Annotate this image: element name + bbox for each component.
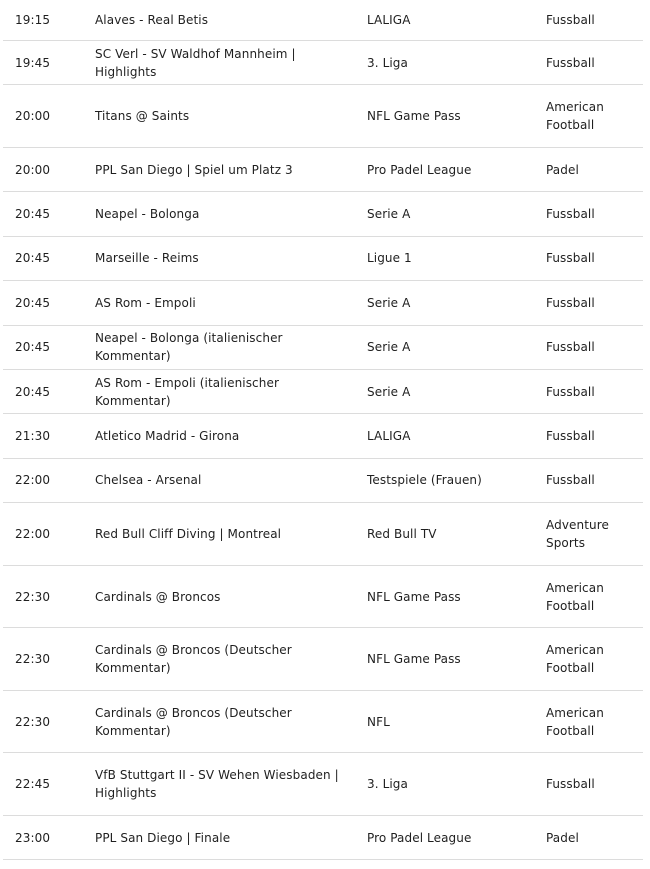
event-sport: Fussball — [546, 207, 595, 222]
event-title: Neapel - Bolonga (italienischer Kommentar) — [95, 331, 283, 364]
event-league: Pro Padel League — [367, 830, 472, 845]
event-time: 22:30 — [15, 652, 51, 667]
event-row[interactable] — [3, 691, 643, 754]
event-sport: Adventure Sports — [546, 517, 609, 550]
event-league: LALIGA — [367, 429, 411, 444]
event-title: Cardinals @ Broncos (Deutscher Kommentar) — [95, 643, 292, 676]
event-league: NFL — [367, 714, 390, 729]
event-league: NFL Game Pass — [367, 652, 461, 667]
event-title: AS Rom - Empoli — [95, 295, 196, 310]
event-row[interactable] — [3, 85, 643, 148]
event-league: Serie A — [367, 384, 411, 399]
event-title: Red Bull Cliff Diving | Montreal — [95, 526, 282, 541]
event-league: Ligue 1 — [367, 251, 412, 266]
event-title: Marseille - Reims — [95, 251, 199, 266]
event-title: PPL San Diego | Spiel um Platz 3 — [95, 162, 293, 177]
event-time: 20:45 — [15, 207, 51, 222]
event-title: Cardinals @ Broncos (Deutscher Kommentar) — [95, 705, 292, 738]
event-league: 3. Liga — [367, 55, 408, 70]
event-sport: Padel — [546, 830, 579, 845]
event-row[interactable] — [3, 753, 643, 816]
event-row[interactable] — [3, 816, 643, 860]
event-time: 20:45 — [15, 251, 51, 266]
event-title: SC Verl - SV Waldhof Mannheim | Highlights — [95, 46, 296, 79]
event-time: 20:45 — [15, 340, 51, 355]
event-sport: Fussball — [546, 340, 595, 355]
event-time: 19:45 — [15, 55, 51, 70]
event-sport: Fussball — [546, 384, 595, 399]
event-time: 22:30 — [15, 714, 51, 729]
event-title: VfB Stuttgart II - SV Wehen Wiesbaden | Highlights — [95, 768, 339, 801]
event-league: NFL Game Pass — [367, 589, 461, 604]
event-league: Serie A — [367, 207, 411, 222]
event-row[interactable] — [3, 628, 643, 691]
event-sport: Fussball — [546, 777, 595, 792]
event-row[interactable] — [3, 281, 643, 325]
event-league: Testspiele (Frauen) — [367, 473, 482, 488]
event-title: AS Rom - Empoli (italienischer Kommentar) — [95, 375, 279, 408]
event-row[interactable] — [3, 566, 643, 629]
event-league: Serie A — [367, 295, 411, 310]
event-title: Alaves - Real Betis — [95, 13, 209, 27]
event-time: 22:00 — [15, 473, 51, 488]
event-time: 19:15 — [15, 13, 51, 27]
event-time: 23:00 — [15, 830, 51, 845]
event-sport: Fussball — [546, 251, 595, 266]
event-sport: American Football — [546, 100, 604, 133]
event-title: Neapel - Bolonga — [95, 207, 200, 222]
event-title: PPL San Diego | Finale — [95, 830, 231, 845]
event-row[interactable] — [3, 414, 643, 458]
event-league: Pro Padel League — [367, 162, 472, 177]
event-time: 20:00 — [15, 162, 51, 177]
event-sport: Fussball — [546, 429, 595, 444]
event-sport: American Football — [546, 705, 604, 738]
event-row[interactable] — [3, 459, 643, 503]
event-time: 20:45 — [15, 295, 51, 310]
event-sport: Fussball — [546, 473, 595, 488]
event-row[interactable] — [3, 503, 643, 566]
event-row[interactable] — [3, 0, 643, 41]
event-row[interactable] — [3, 326, 643, 370]
event-sport: American Football — [546, 580, 604, 613]
event-sport: Fussball — [546, 295, 595, 310]
event-time: 22:30 — [15, 589, 51, 604]
event-time: 22:45 — [15, 777, 51, 792]
event-title: Cardinals @ Broncos — [95, 589, 221, 604]
event-sport: Padel — [546, 162, 579, 177]
event-row[interactable] — [3, 41, 643, 85]
event-time: 20:45 — [15, 384, 51, 399]
event-title: Atletico Madrid - Girona — [95, 429, 240, 444]
event-league: Red Bull TV — [367, 526, 437, 541]
event-sport: Fussball — [546, 55, 595, 70]
event-league: NFL Game Pass — [367, 109, 461, 124]
event-league: Serie A — [367, 340, 411, 355]
event-row[interactable] — [3, 370, 643, 414]
event-row[interactable] — [3, 148, 643, 192]
event-league: 3. Liga — [367, 777, 408, 792]
event-time: 20:00 — [15, 109, 51, 124]
event-time: 21:30 — [15, 429, 51, 444]
event-sport: American Football — [546, 643, 604, 676]
event-row[interactable] — [3, 192, 643, 236]
event-time: 22:00 — [15, 526, 51, 541]
event-title: Titans @ Saints — [95, 109, 190, 124]
event-league: LALIGA — [367, 13, 411, 27]
event-title: Chelsea - Arsenal — [95, 473, 202, 488]
event-row[interactable] — [3, 237, 643, 281]
event-sport: Fussball — [546, 13, 595, 27]
